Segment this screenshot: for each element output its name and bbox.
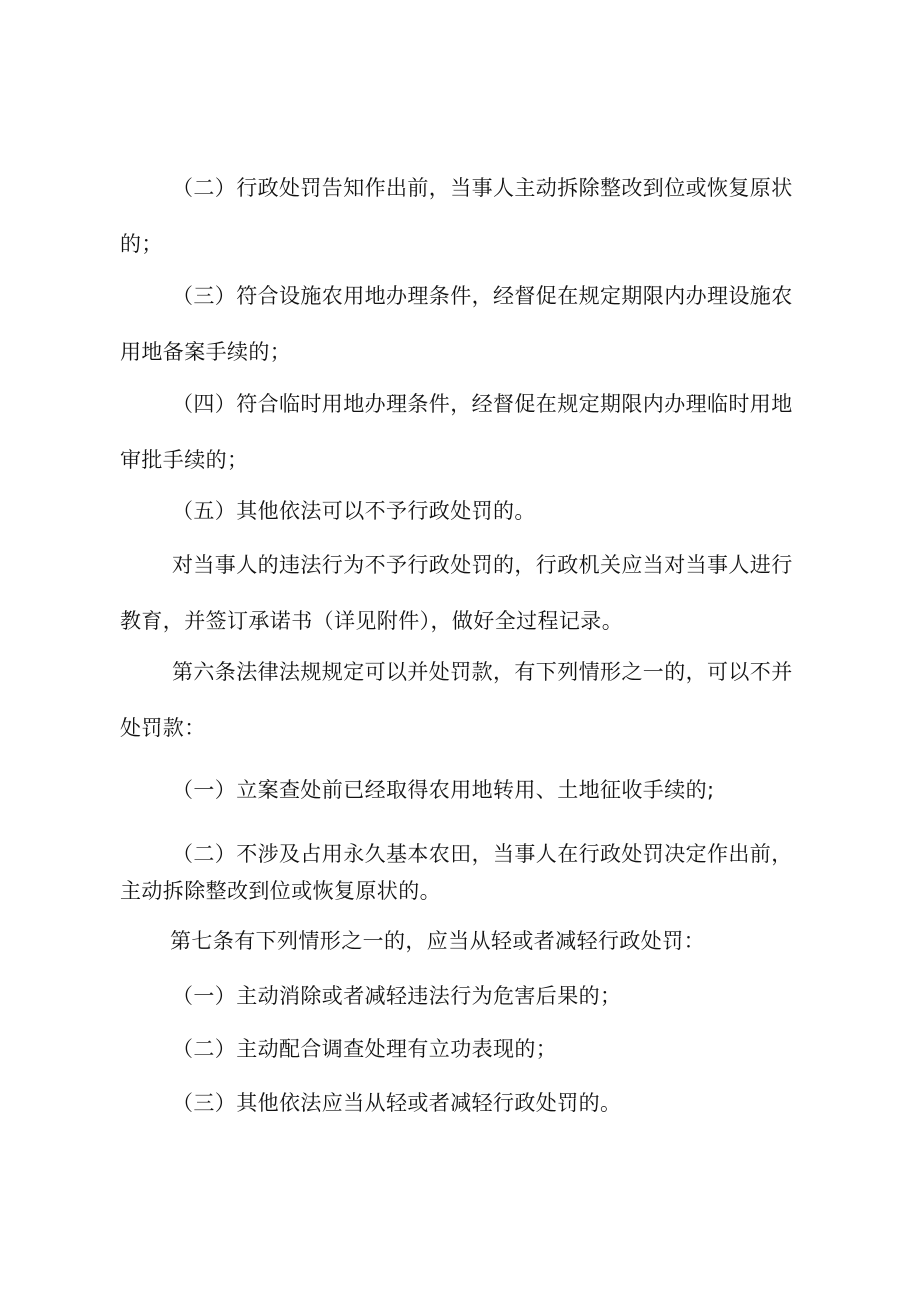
paragraph-line: 对当事人的违法行为不予行政处罚的，行政机关应当对当事人进行 <box>172 553 793 577</box>
article-six-item-1 <box>172 762 714 818</box>
article-six-item-2 <box>120 836 793 910</box>
article-seven <box>170 913 705 969</box>
paragraph-line: 主动拆除整改到位或恢复原状的。 <box>120 879 441 903</box>
paragraph-line: （二）不涉及占用永久基本农田，当事人在行政处罚决定作出前， <box>172 842 793 866</box>
article-seven-item-1 <box>172 968 621 1024</box>
article-six <box>120 644 793 756</box>
paragraph-line: 审批手续的； <box>120 448 249 472</box>
paragraph-line: （一）立案查处前已经取得农用地转用、土地征收手续的; <box>172 778 715 802</box>
paragraph-line: （三）符合设施农用地办理条件，经督促在规定期限内办理设施农 <box>172 284 793 308</box>
paragraph-line: （二）行政处罚告知作出前，当事人主动拆除整改到位或恢复原状 <box>172 176 793 200</box>
paragraph-line: （二）主动配合调查处理有立功表现的； <box>172 1037 558 1061</box>
paragraph-item-5 <box>172 483 536 539</box>
paragraph-line: （一）主动消除或者减轻违法行为危害后果的； <box>172 984 622 1008</box>
paragraph-line: （三）其他依法应当从轻或者减轻行政处罚的。 <box>172 1091 622 1115</box>
paragraph-item-3 <box>120 268 793 380</box>
paragraph-line: （四）符合临时用地办理条件，经督促在规定期限内办理临时用地 <box>172 392 793 416</box>
paragraph-line: 的； <box>120 232 163 256</box>
paragraph-line: 处罚款： <box>120 716 206 740</box>
paragraph-line: 第七条有下列情形之一的，应当从轻或者减轻行政处罚： <box>170 929 705 953</box>
article-seven-item-2 <box>172 1021 557 1077</box>
paragraph-item-2 <box>120 160 793 272</box>
article-seven-item-3 <box>172 1075 621 1131</box>
paragraph-line: 第六条法律法规规定可以并处罚款，有下列情形之一的，可以不并 <box>172 660 793 684</box>
paragraph-item-4 <box>120 376 793 488</box>
paragraph-line: 用地备案手续的； <box>120 340 292 364</box>
paragraph-line: 教育，并签订承诺书（详见附件），做好全过程记录。 <box>120 609 624 633</box>
paragraph-line: （五）其他依法可以不予行政处罚的。 <box>172 499 536 523</box>
paragraph-education <box>120 537 793 649</box>
